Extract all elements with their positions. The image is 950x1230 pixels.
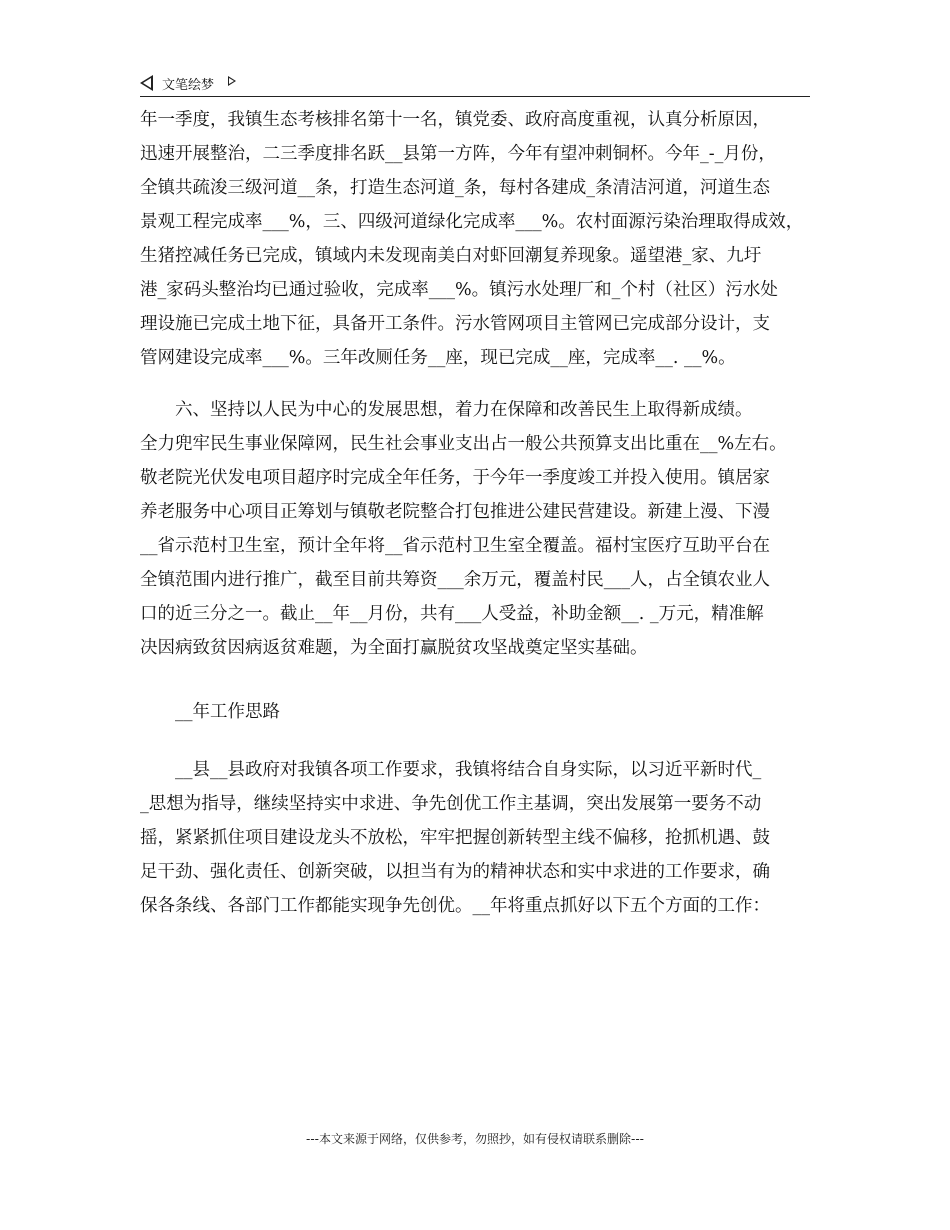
text-line: 全力兜牢民生事业保障网，民生社会事业支出占一般公共预算支出比重在__%左右。 bbox=[140, 434, 787, 454]
text-line: 景观工程完成率___%，三、四级河道绿化完成率___%。农村面源污染治理取得成效， bbox=[140, 212, 804, 232]
page-header bbox=[140, 72, 810, 97]
text-line: 摇，紧紧抓住项目建设龙头不放松，牢牢把握创新转型主线不偏移，抢抓机遇、鼓 bbox=[140, 828, 770, 848]
text-line: __省示范村卫生室，预计全年将__省示范村卫生室全覆盖。福村宝医疗互助平台在 bbox=[140, 536, 770, 556]
footer-disclaimer: ---本文来源于网络，仅供参考，勿照抄，如有侵权请联系删除--- bbox=[306, 1132, 644, 1146]
section-heading: 六、坚持以人民为中心的发展思想，着力在保障和改善民生上取得新成绩。 bbox=[140, 400, 753, 420]
text-line: 年一季度，我镇生态考核排名第十一名，镇党委、政府高度重视，认真分析原因， bbox=[140, 110, 770, 130]
triangle-left-icon bbox=[140, 75, 153, 91]
text-line: 足干劲、强化责任、创新突破，以担当有为的精神状态和实中求进的工作要求，确 bbox=[140, 862, 770, 882]
text-line: 敬老院光伏发电项目超序时完成全年任务，于今年一季度竣工并投入使用。镇居家 bbox=[140, 468, 770, 488]
header-title: 文笔绘梦 bbox=[162, 78, 215, 93]
text-line: 全镇共疏浚三级河道__条，打造生态河道_条，每村各建成_条清洁河道，河道生态 bbox=[140, 178, 770, 198]
triangle-right-icon bbox=[228, 76, 236, 86]
text-line: 口的近三分之一。截止__年__月份，共有___人受益，补助金额__. _万元，精准解 bbox=[140, 604, 764, 624]
text-line: _思想为指导，继续坚持实中求进、争先创优工作主基调，突出发展第一要务不动 bbox=[140, 794, 762, 814]
text-line: 理设施已完成土地下征，具备开工条件。污水管网项目主管网已完成部分设计，支 bbox=[140, 314, 770, 334]
text-line: 生猪控减任务已完成，镇域内未发现南美白对虾回潮复养现象。遥望港_家、九圩 bbox=[140, 246, 762, 266]
text-line: 保各条线、各部门工作都能实现争先创优。__年将重点抓好以下五个方面的工作： bbox=[140, 896, 770, 916]
text-line: 管网建设完成率___%。三年改厕任务__座，现已完成__座，完成率__. __%。 bbox=[140, 348, 736, 368]
text-line: 全镇范围内进行推广，截至目前共筹资___余万元，覆盖村民___人，占全镇农业人 bbox=[140, 570, 770, 590]
text-line: 港_家码头整治均已通过验收，完成率___%。镇污水处理厂和_个村（社区）污水处 bbox=[140, 280, 778, 300]
text-line: 迅速开展整治，二三季度排名跃__县第一方阵，今年有望冲刺铜杯。今年_-_月份， bbox=[140, 144, 776, 164]
section-heading: __年工作思路 bbox=[140, 702, 280, 722]
text-line: __县__县政府对我镇各项工作要求，我镇将结合自身实际，以习近平新时代_ bbox=[140, 760, 762, 780]
text-line: 养老服务中心项目正筹划与镇敬老院整合打包推进公建民营建设。新建上漫、下漫 bbox=[140, 502, 770, 522]
text-line: 决因病致贫因病返贫难题，为全面打赢脱贫攻坚战奠定坚实基础。 bbox=[140, 638, 648, 658]
